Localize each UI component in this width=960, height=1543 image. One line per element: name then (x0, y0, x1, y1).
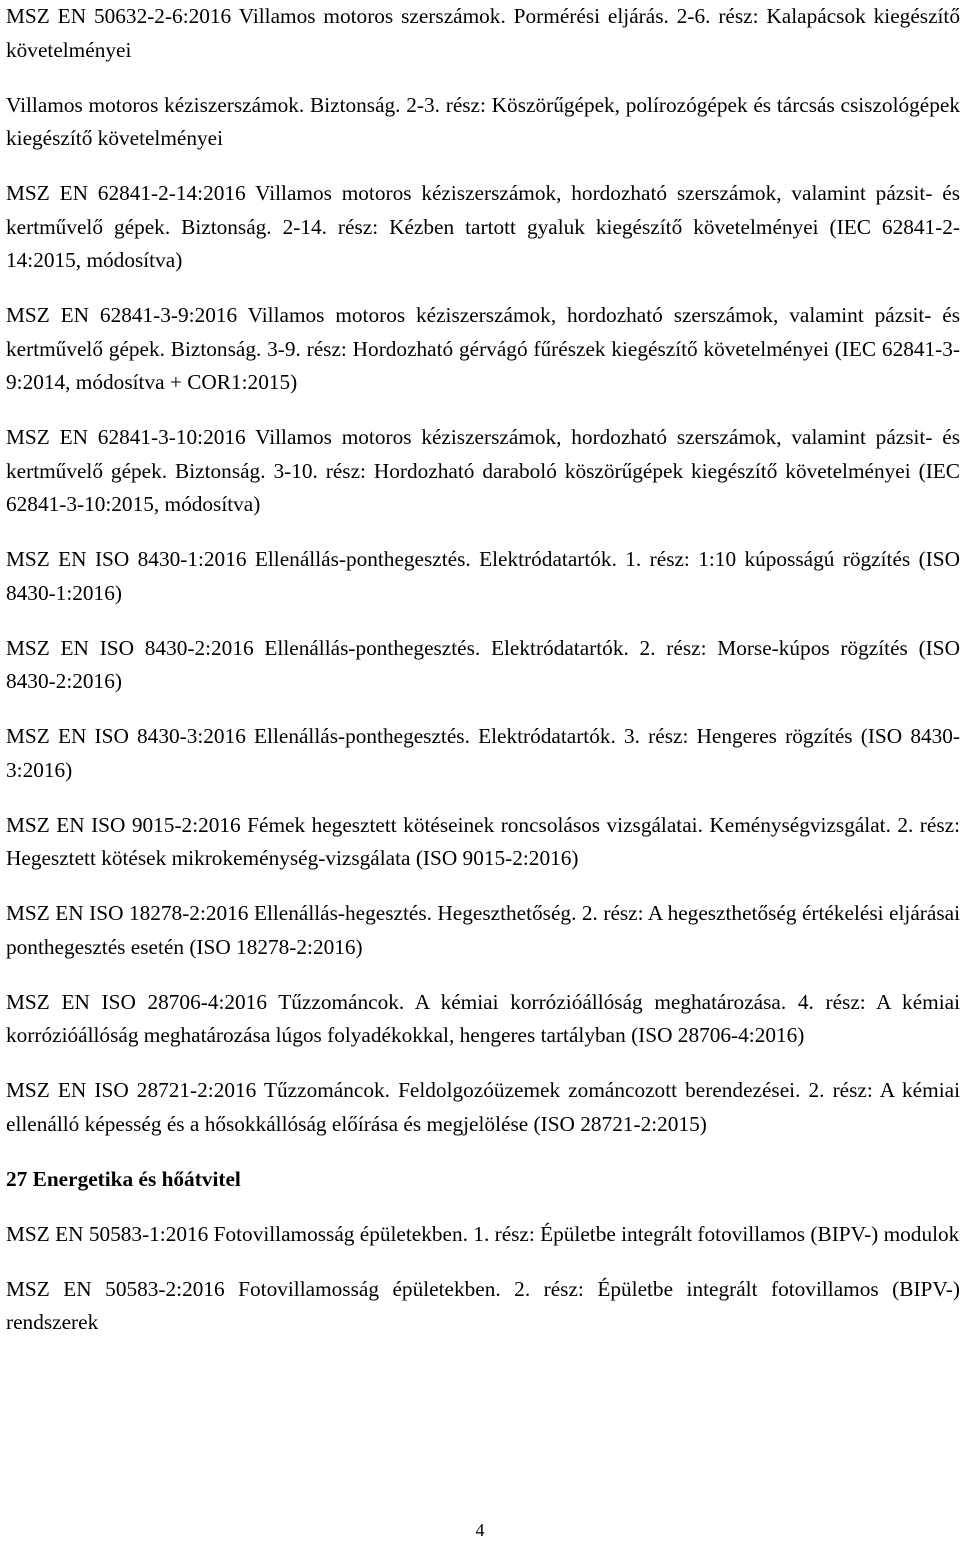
standard-entry: MSZ EN 62841-2-14:2016 Villamos motoros kéziszerszámok, hordozható szerszámok, valamint pázsit- és kertművelő gépek. Biztonság. 2-14. rész: Kézben tartott gyaluk kiegészítő követelményei (IEC 62841-2-14:2015, módosítva) (6, 181, 960, 272)
standard-entry: MSZ EN ISO 8430-3:2016 Ellenállás-ponthegesztés. Elektródatartók. 3. rész: Hengeres rögzítés (ISO 8430-3:2016) (6, 724, 960, 782)
standard-entry: MSZ EN 50583-2:2016 Fotovillamosság épületekben. 2. rész: Épületbe integrált fotovillamos (BIPV-) rendszerek (6, 1276, 960, 1334)
document-page (6, 0, 960, 1340)
standard-entry: MSZ EN 62841-3-10:2016 Villamos motoros kéziszerszámok, hordozható szerszámok, valamint pázsit- és kertművelő gépek. Biztonság. 3-10. rész: Hordozható daraboló köszörűgépek kiegészítő követelményei (IEC 62841-3-10:2015, módosítva) (6, 425, 960, 516)
standard-entry: MSZ EN ISO 8430-1:2016 Ellenállás-ponthegesztés. Elektródatartók. 1. rész: 1:10 kúposságú rögzítés (ISO 8430-1:2016) (6, 547, 960, 605)
section-heading: 27 Energetika és hőátvitel (6, 1166, 241, 1191)
standard-entry: MSZ EN ISO 8430-2:2016 Ellenállás-ponthegesztés. Elektródatartók. 2. rész: Morse-kúpos rögzítés (ISO 8430-2:2016) (6, 635, 960, 693)
standard-entry: MSZ EN 50632-2-6:2016 Villamos motoros szerszámok. Pormérési eljárás. 2-6. rész: Kalapácsok kiegészítő követelményei (6, 4, 960, 62)
standard-entry: MSZ EN 62841-3-9:2016 Villamos motoros kéziszerszámok, hordozható szerszámok, valamint pázsit- és kertművelő gépek. Biztonság. 3-9. rész: Hordozható gérvágó fűrészek kiegészítő követelményei (IEC 62841-3-9:2014, módosítva + COR1:2015) (6, 303, 960, 394)
standard-entry: MSZ EN ISO 18278-2:2016 Ellenállás-hegesztés. Hegeszthetőség. 2. rész: A hegeszthetőség értékelési eljárásai ponthegesztés esetén (ISO 18278-2:2016) (6, 901, 960, 959)
standard-entry: Villamos motoros kéziszerszámok. Biztonság. 2-3. rész: Köszörűgépek, polírozógépek és tárcsás csiszológépek kiegészítő követelményei (6, 92, 960, 150)
page-number: 4 (475, 1520, 485, 1540)
standard-entry: MSZ EN ISO 28721-2:2016 Tűzzománcok. Feldolgozóüzemek zománcozott berendezései. 2. rész: A kémiai ellenálló képesség és a hősokkállóság előírása és megjelölése (ISO 28721-2:2015) (6, 1078, 960, 1136)
standard-entry: MSZ EN 50583-1:2016 Fotovillamosság épületekben. 1. rész: Épületbe integrált fotovillamos (BIPV-) modulok (6, 1221, 960, 1246)
standard-entry: MSZ EN ISO 9015-2:2016 Fémek hegesztett kötéseinek roncsolásos vizsgálatai. Keménységvizsgálat. 2. rész: Hegesztett kötések mikrokeménység-vizsgálata (ISO 9015-2:2016) (6, 812, 960, 870)
standard-entry: MSZ EN ISO 28706-4:2016 Tűzzománcok. A kémiai korrózióállóság meghatározása. 4. rész: A kémiai korrózióállóság meghatározása lúgos folyadékokkal, hengeres tartályban (ISO 28706-4:2016) (6, 989, 960, 1047)
